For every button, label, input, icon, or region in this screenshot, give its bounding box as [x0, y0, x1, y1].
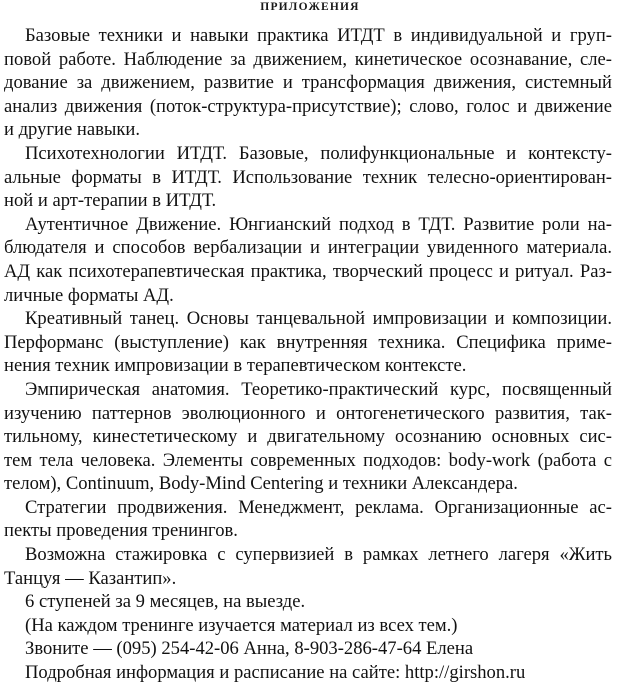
text-line: телом), Continuum, Body-Mind Centering и техники Александера. — [4, 473, 518, 495]
text-line: анализ движения (поток-структура-присутствие); слово, голос и движение — [4, 95, 612, 117]
text-line: ной и арт-терапии в ИТДТ. — [4, 190, 217, 212]
text-line: повой работе. Наблюдение за движением, кинетическое осознавание, сле- — [4, 48, 612, 70]
text-line: Креативный танец. Основы танцевальной импровизации и композиции. — [25, 308, 612, 330]
text-line: блюдателя и способов вербализации и интеграции увиденного материала. — [4, 237, 612, 259]
text-line: Аутентичное Движение. Юнгианский подход в ТДТ. Развитие роли на- — [25, 213, 612, 235]
text-line: Психотехнологии ИТДТ. Базовые, полифункциональные и контексту- — [25, 142, 612, 164]
text-line: АД как психотерапевтическая практика, творческий процесс и ритуал. Раз- — [4, 260, 612, 282]
text-line: и другие навыки. — [4, 119, 140, 141]
text-line: дование за движением, развитие и трансформация движения, системный — [4, 72, 612, 94]
contact-phones: Звоните — (095) 254-42-06 Анна, 8-903-286-47-64 Елена — [25, 638, 474, 660]
text-line: пекты проведения тренингов. — [4, 520, 238, 542]
text-line: Базовые техники и навыки практика ИТДТ в индивидуальной и груп- — [25, 25, 612, 46]
text-line: личные форматы АД. — [4, 284, 174, 306]
text-line: Танцуя — Казантип». — [4, 567, 177, 589]
text-line: альные форматы в ИТДТ. Использование техник телесно-ориентирован- — [4, 166, 612, 188]
running-head: ПРИЛОЖЕНИЯ — [260, 1, 360, 13]
website-info: Подробная информация и расписание на сайте: http://girshon.ru — [25, 662, 526, 684]
text-line: изучению паттернов эволюционного и онтогенетического развития, так- — [4, 402, 612, 424]
text-line: Перформанс (выступление) как внутренняя техника. Специфика приме- — [4, 331, 612, 353]
text-line: 6 ступеней за 9 месяцев, на выезде. — [25, 591, 306, 613]
text-line: Эмпирическая анатомия. Теоретико-практический курс, посвященный — [25, 378, 612, 400]
text-line: нения техник импровизации в терапевтическом контексте. — [4, 355, 467, 377]
text-line: Стратегии продвижения. Менеджмент, реклама. Организационные ас- — [25, 496, 612, 518]
text-line: (На каждом тренинге изучается материал из всех тем.) — [25, 614, 458, 636]
text-line: тем тела человека. Элементы современных подходов: body-work (работа с — [4, 449, 612, 471]
text-line: Возможна стажировка с супервизией в рамках летнего лагеря «Жить — [25, 544, 612, 566]
text-line: тильному, кинестетическому и двигательному осознанию основных сис- — [4, 426, 612, 448]
body-text — [4, 24, 612, 685]
